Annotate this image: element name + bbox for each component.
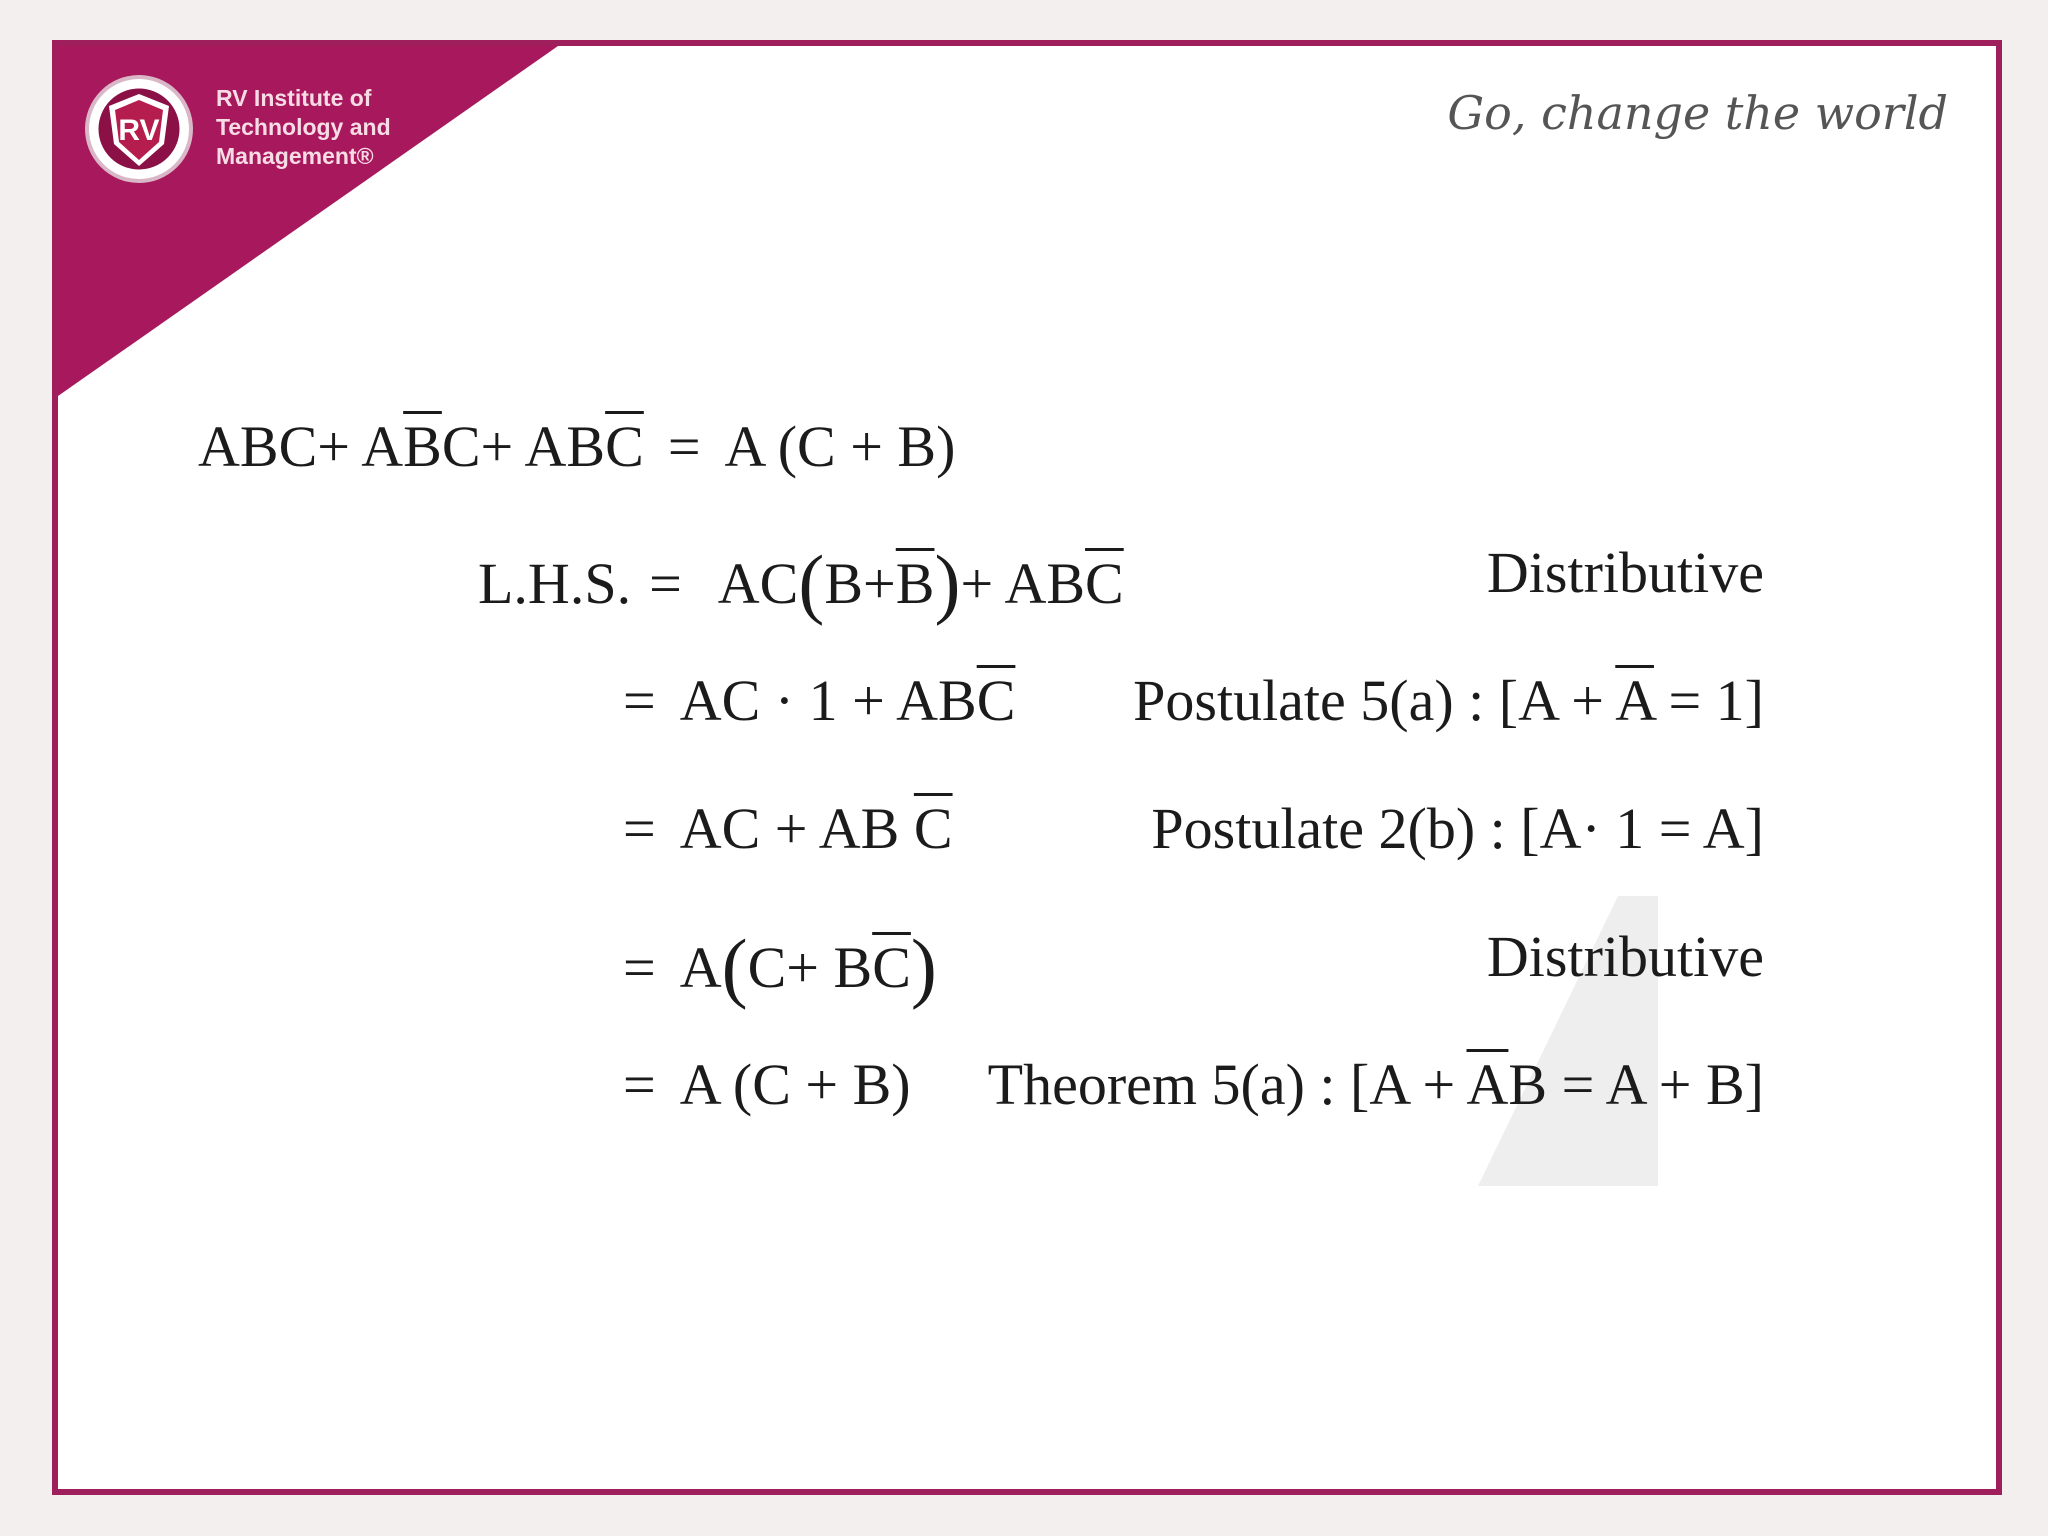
overbar-term: $\overline{C}$ [976, 668, 1016, 733]
proof-step-1: L.H.S. = $AC(B+\overline{B})+ AB\overline{C}$ [478, 539, 1124, 626]
equals-sign: = [623, 796, 656, 861]
institute-line-2: Technology and [216, 114, 391, 140]
proof-step-3: = AC + AB $\overline{C}$ [623, 796, 953, 861]
lhs-label: L.H.S. [478, 551, 632, 616]
equals-sign: = [623, 935, 656, 1000]
reason-step-3: Postulate 2(b) : [A· 1 = A] [1151, 796, 1764, 861]
institute-logo [84, 74, 194, 184]
proof-step-5: = A (C + B) [623, 1052, 911, 1117]
equals-sign: = [623, 1052, 656, 1117]
institute-line-1: RV Institute of [216, 85, 372, 111]
slide [52, 40, 2002, 1495]
overbar-term: $\overline{A}$ [1466, 1052, 1509, 1117]
logo-text: RV [118, 114, 160, 147]
institute-name [216, 84, 436, 171]
statement-rhs: A (C + B) [724, 414, 956, 479]
statement-line [198, 414, 956, 479]
proof-step-4: = $A(C+ B\overline{C})$ [623, 923, 937, 1010]
overbar-term: $\overline{C}$ [872, 935, 911, 1000]
overbar-term: $\overline{B}$ [895, 551, 935, 616]
overbar-term: $\overline{B}$ [403, 414, 442, 479]
equals-sign: = [623, 668, 656, 733]
institute-line-3: Management® [216, 143, 374, 169]
overbar-term: $\overline{A}$ [1615, 668, 1654, 733]
reason-step-4: Distributive [1486, 924, 1764, 989]
reason-step-5: Theorem 5(a) : $[A + \overline{A}B = A + B]$ [987, 1052, 1764, 1117]
overbar-term: $\overline{C}$ [1085, 551, 1124, 616]
equals-sign: = [667, 414, 701, 479]
proof-step-2: = AC · $1 + AB\overline{C}$ [623, 668, 1016, 733]
overbar-term: $\overline{C}$ [605, 414, 644, 479]
reason-step-1: Distributive [1486, 540, 1764, 605]
reason-step-2: Postulate 5(a) : $[A + \overline{A} = 1]$ [1133, 668, 1764, 733]
overbar-term: $\overline{C}$ [913, 796, 953, 861]
equals-sign: = [649, 551, 682, 616]
tagline: Go, change the world [1447, 86, 1948, 140]
statement-lhs: $ABC+ A\overline{B}C+ AB\overline{C}$ [198, 414, 644, 479]
